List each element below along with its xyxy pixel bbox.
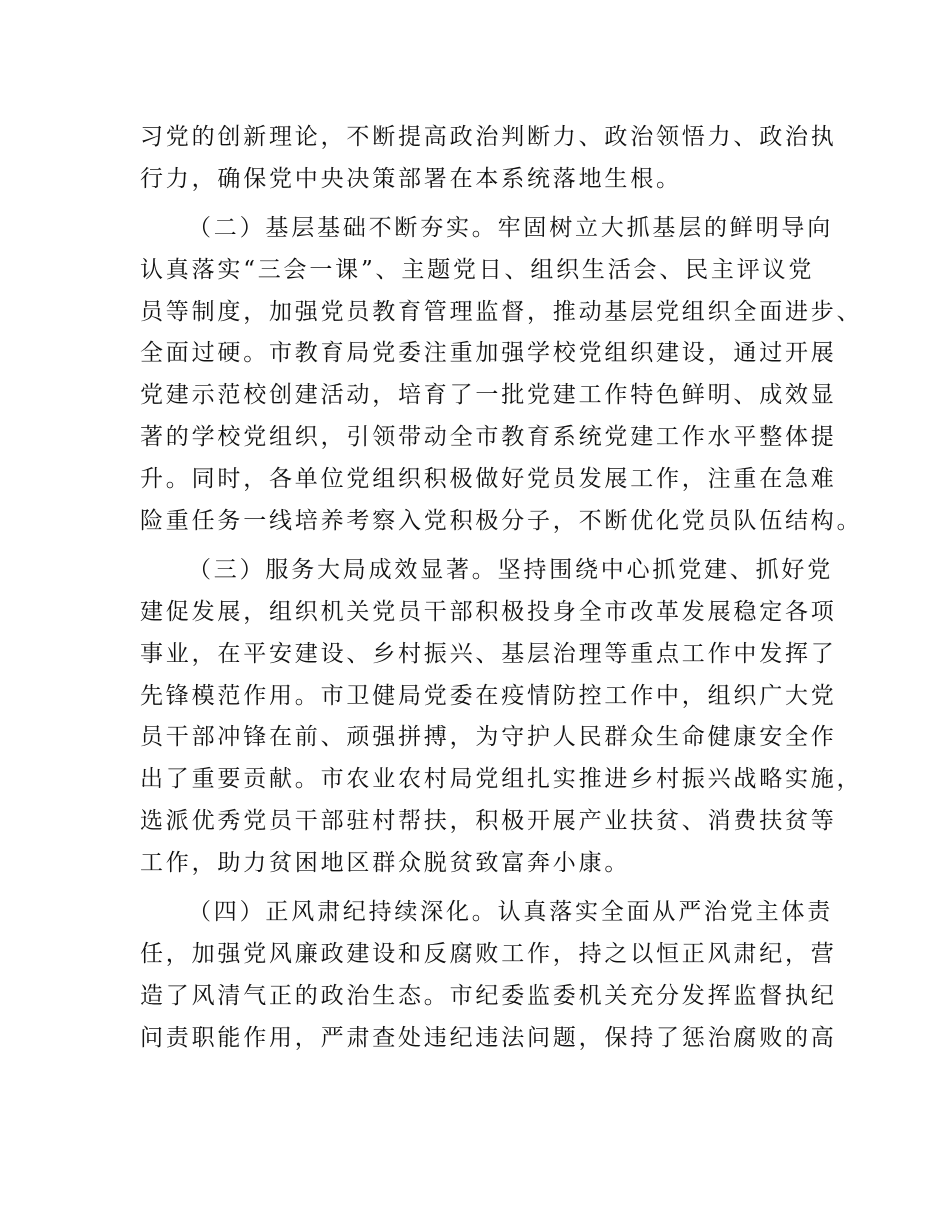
- document-body: [140, 117, 863, 1060]
- text-line: 习党的创新理论，不断提高政治判断力、政治领悟力、政治执: [140, 124, 837, 150]
- text-line: 党建示范校创建活动，培育了一批党建工作特色鲜明、成效显: [140, 382, 837, 409]
- text-line: 升。同时，各单位党组织积极做好党员发展工作，注重在急难: [140, 466, 837, 493]
- text-line: 选派优秀党员干部驻村帮扶，积极开展产业扶贫、消费扶贫等: [140, 808, 837, 835]
- paragraph-discipline: [140, 892, 837, 1060]
- text-line: 全面过硬。市教育局党委注重加强学校党组织建设，通过开展: [140, 340, 837, 367]
- paragraph-serve-overall: [140, 550, 863, 885]
- text-line: 事业，在平安建设、乡村振兴、基层治理等重点工作中发挥了: [140, 640, 837, 667]
- paragraph-heading-line: （四）正风肃纪持续深化。认真落实全面从严治党主体责: [188, 899, 833, 926]
- text-line: 先锋模范作用。市卫健局党委在疫情防控工作中，组织广大党: [140, 682, 837, 709]
- paragraph-heading-line: （二）基层基础不断夯实。牢固树立大抓基层的鲜明导向: [188, 214, 833, 241]
- text-line: 建促发展，组织机关党员干部积极投身全市改革发展稳定各项: [140, 598, 837, 625]
- text-line: 问责职能作用，严肃查处违纪违法问题，保持了惩治腐败的高: [140, 1024, 837, 1051]
- text-line: 员等制度，加强党员教育管理监督，推动基层党组织全面进步、: [140, 298, 863, 325]
- text-line: 任，加强党风廉政建设和反腐败工作，持之以恒正风肃纪，营: [140, 940, 837, 967]
- text-line: 认真落实“三会一课”、主题党日、组织生活会、民主评议党: [140, 256, 815, 283]
- text-line: 出了重要贡献。市农业农村局党组扎实推进乡村振兴战略实施，: [140, 766, 863, 793]
- text-line: 造了风清气正的政治生态。市纪委监委机关充分发挥监督执纪: [140, 982, 837, 1009]
- paragraph-heading-line: （三）服务大局成效显著。坚持围绕中心抓党建、抓好党: [188, 556, 833, 583]
- paragraph-continuation: [140, 117, 837, 201]
- paragraph-grassroots-foundation: [140, 208, 863, 543]
- text-line: 行力，确保党中央决策部署在本系统落地生根。: [140, 165, 682, 192]
- text-line: 员干部冲锋在前、顽强拼搏，为守护人民群众生命健康安全作: [140, 724, 837, 751]
- text-line: 著的学校党组织，引领带动全市教育系统党建工作水平整体提: [140, 424, 837, 451]
- text-line: 险重任务一线培养考察入党积极分子，不断优化党员队伍结构。: [140, 508, 863, 535]
- text-line: 工作，助力贫困地区群众脱贫致富奔小康。: [140, 850, 631, 877]
